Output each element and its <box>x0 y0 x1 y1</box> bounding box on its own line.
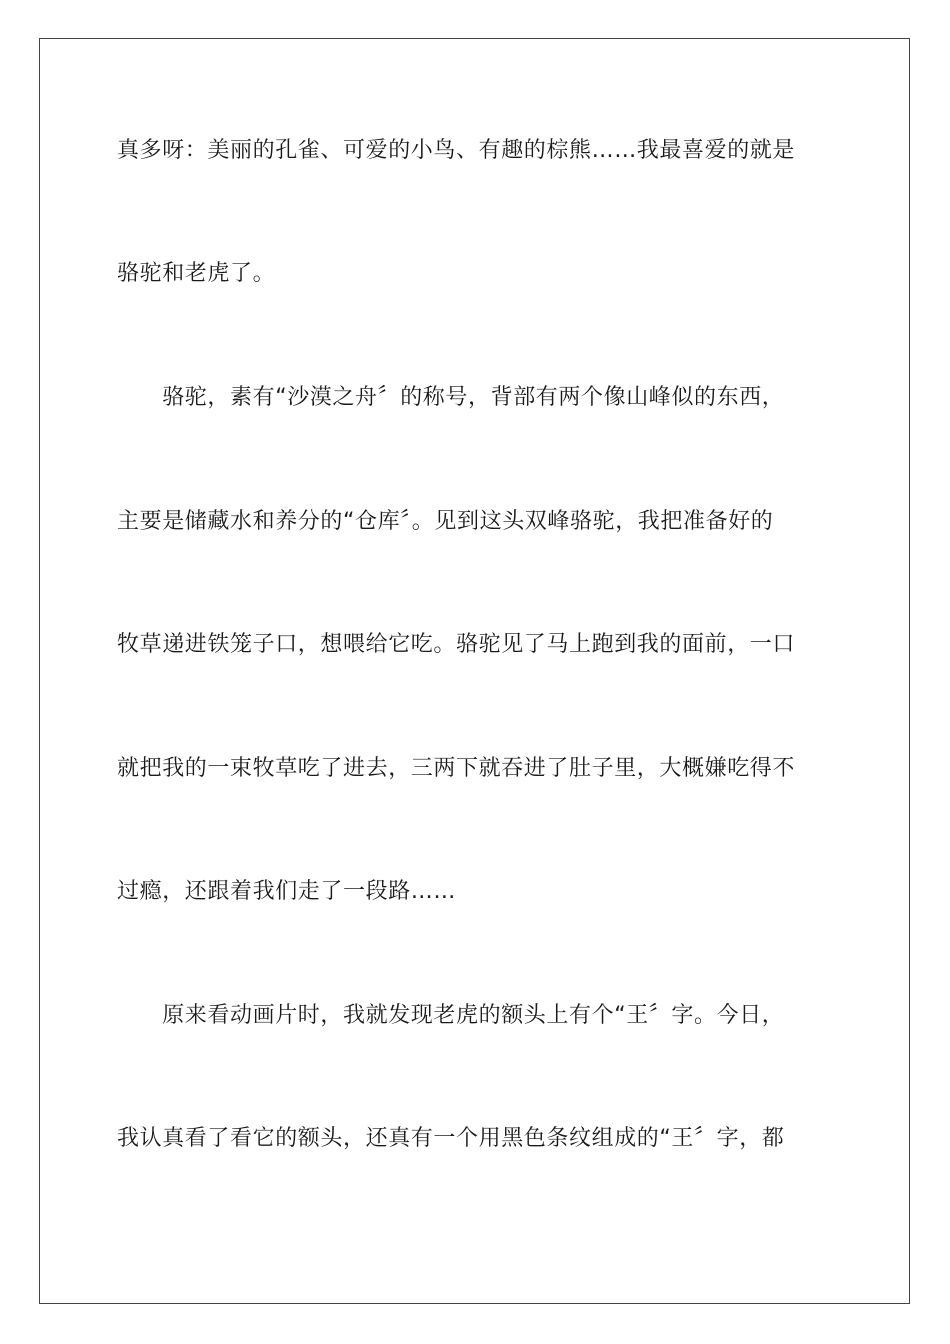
paragraph-start-line: 骆驼，素有“沙漠之舟〞的称号，背部有两个像山峰似的东西， <box>117 385 785 410</box>
text-line: 过瘾，还跟着我们走了一段路…… <box>117 879 457 904</box>
text-line: 真多呀：美丽的孔雀、可爱的小鸟、有趣的棕熊……我最喜爱的就是 <box>117 138 796 163</box>
page-border <box>39 38 910 1304</box>
text-line: 骆驼和老虎了。 <box>117 261 276 286</box>
paragraph-start-line: 原来看动画片时，我就发现老虎的额头上有个“王〞字。今日， <box>117 1003 785 1028</box>
text-line: 牧草递进铁笼子口，想喂给它吃。骆驼见了马上跑到我的面前，一口 <box>117 632 796 657</box>
text-line: 主要是储藏水和养分的“仓库〞。见到这头双峰骆驼，我把准备好的 <box>117 509 774 534</box>
text-line: 就把我的一束牧草吃了进去，三两下就吞进了肚子里，大概嫌吃得不 <box>117 756 796 781</box>
text-line: 我认真看了看它的额头，还真有一个用黑色条纹组成的“王〞字，都 <box>117 1126 785 1151</box>
